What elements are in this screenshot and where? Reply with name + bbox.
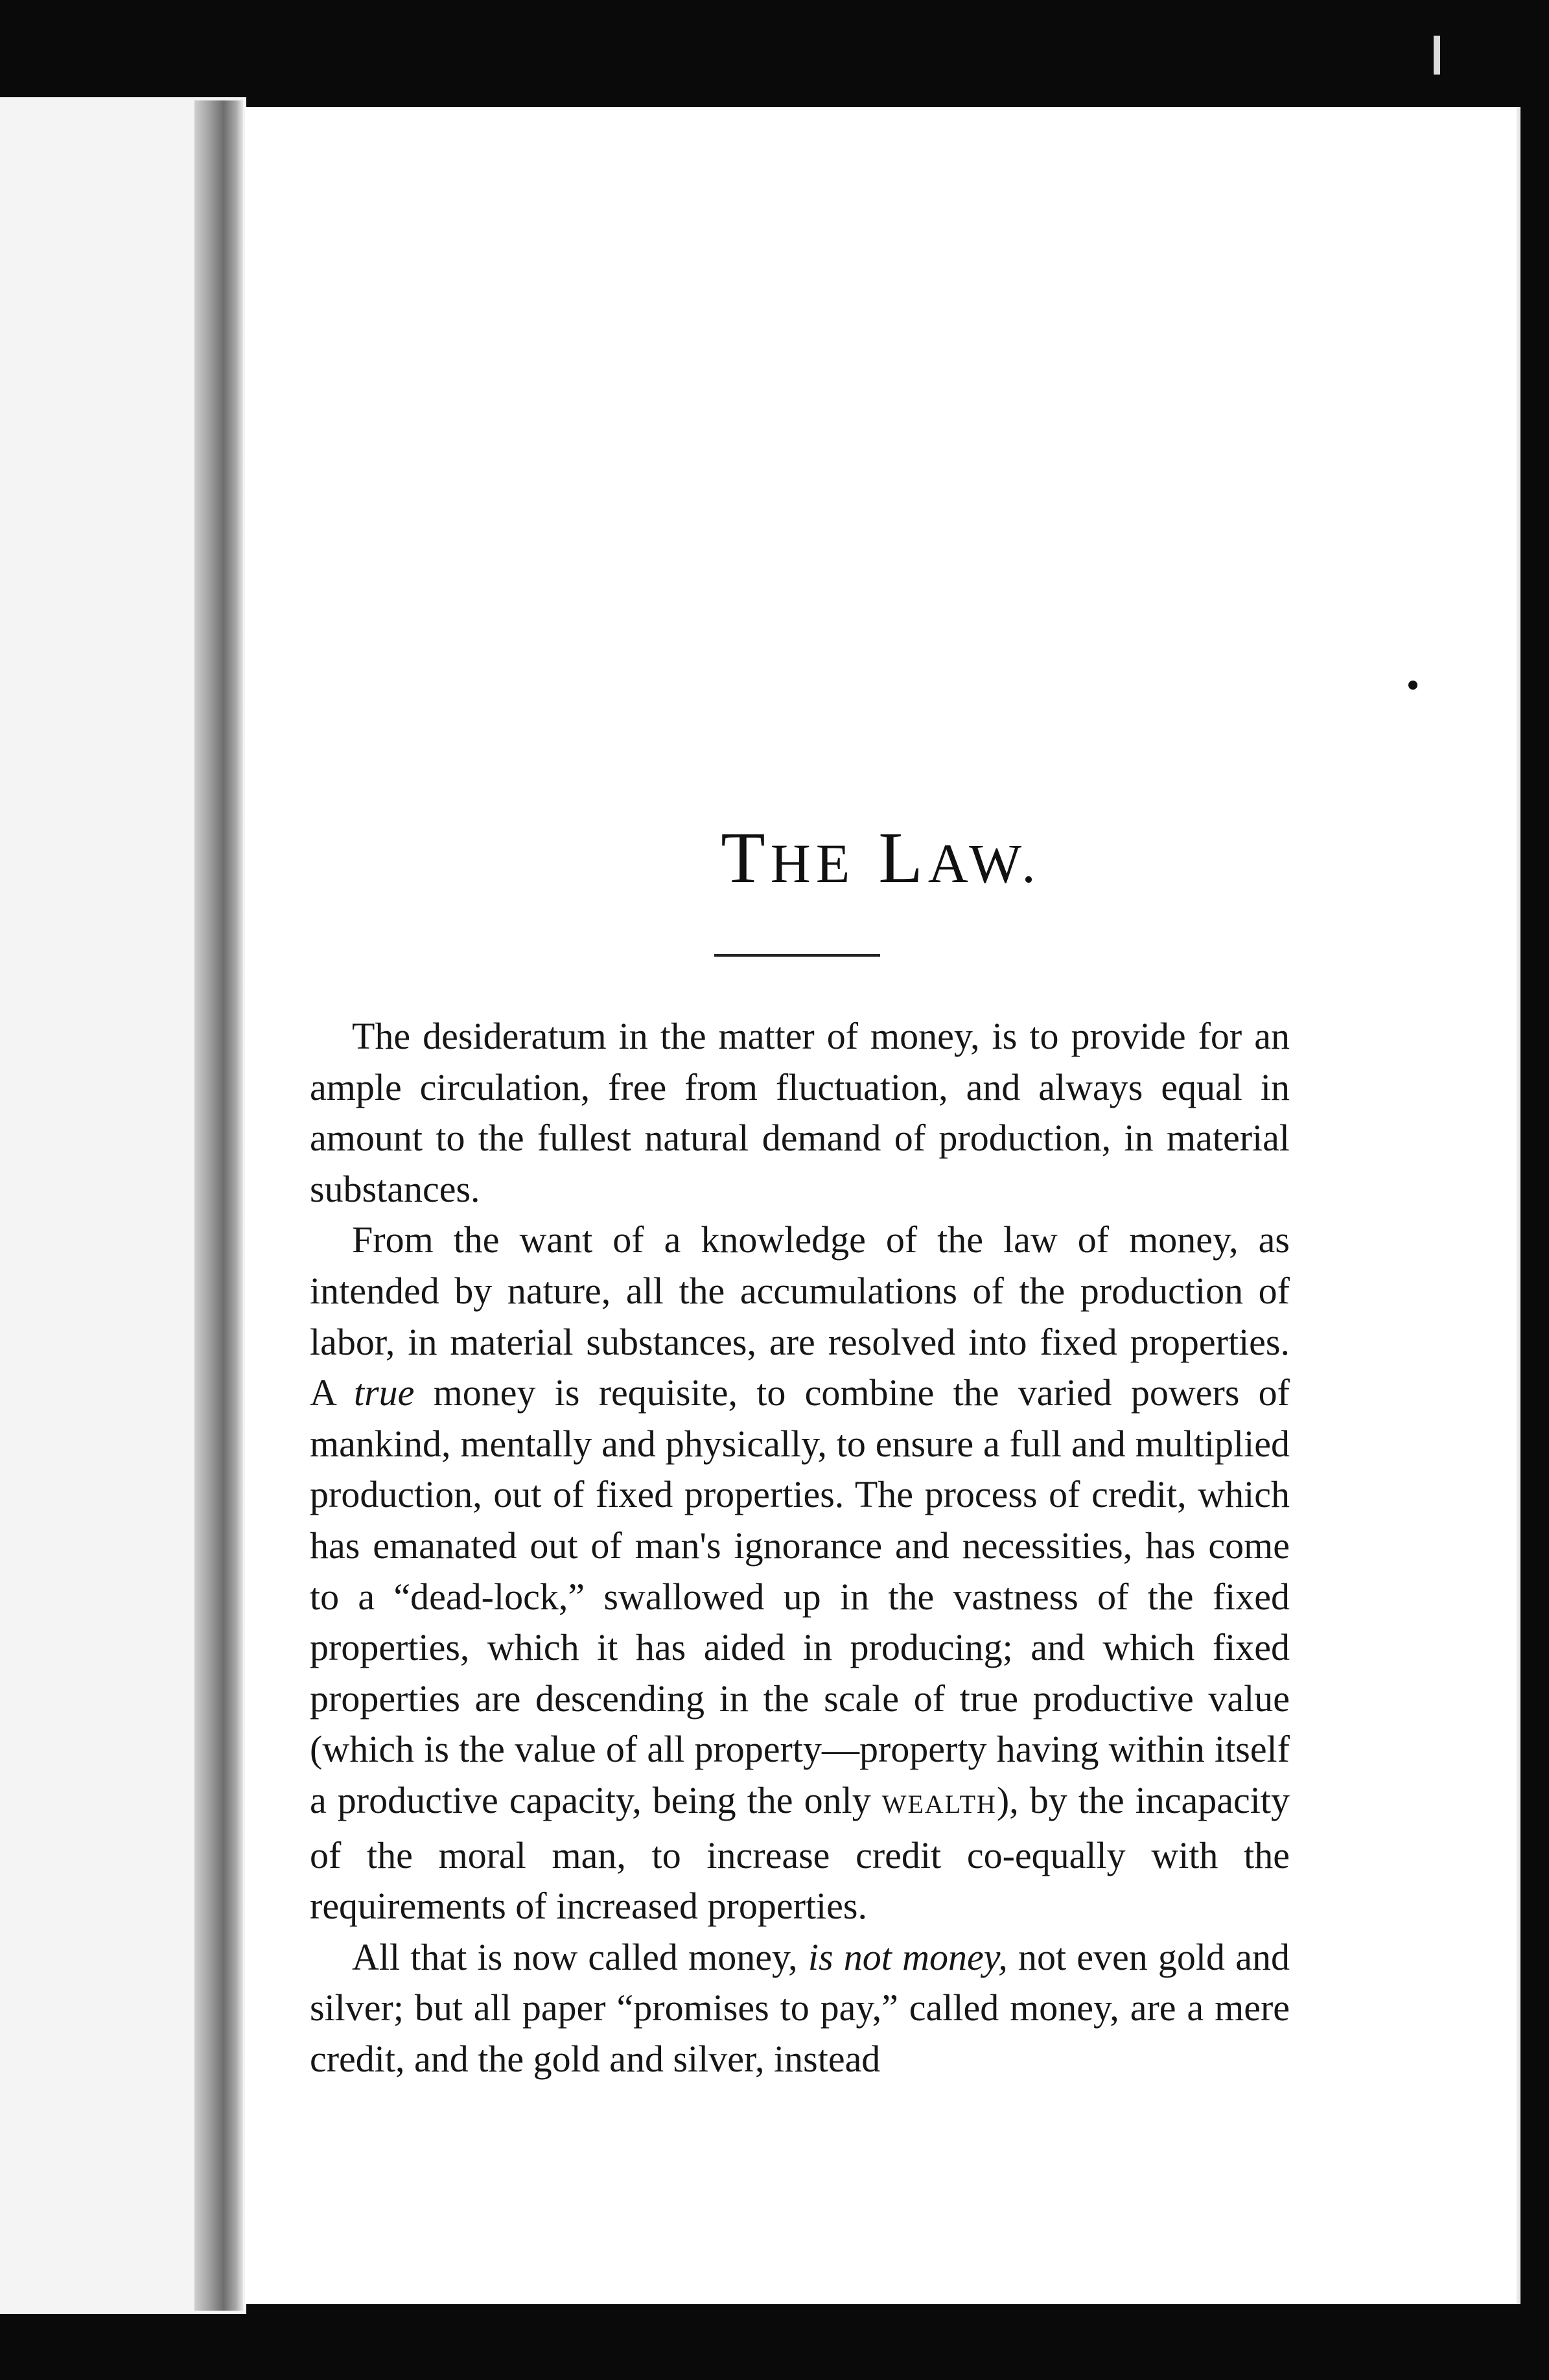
paragraph-3 xyxy=(310,1932,1290,2085)
heading-smallcaps: HE xyxy=(770,832,856,894)
book-binding-shadow xyxy=(194,100,243,2311)
heading-initial: L xyxy=(878,818,928,898)
paragraph-text: From the want of a knowledge of the law of money, as intended by nature, all the accumulations of the production of labor, in material substances, are resolved into fixed properties. A xyxy=(310,1219,1290,1414)
heading-smallcaps: AW. xyxy=(927,832,1041,894)
heading-initial: T xyxy=(721,818,771,898)
paragraph-text: not even gold and silver; but all paper “promises to pay,” called money, are a mere credit, and the gold and silver, instead xyxy=(310,1935,1290,2080)
heading-rule xyxy=(714,954,880,957)
emphasis-is-not-money: is not money, xyxy=(808,1935,1008,1978)
chapter-heading xyxy=(245,817,1517,900)
body-text xyxy=(310,1011,1290,2084)
paragraph-text: ), by the incapacity of the moral man, to increase credit co-equally with the requirements of increased properties. xyxy=(310,1779,1290,1928)
paragraph-1: The desideratum in the matter of money, is to provide for an ample circulation, free from fluctuation, and always equal in amount to the fullest natural demand of production, in material substances. xyxy=(310,1015,1290,1210)
book-page xyxy=(245,107,1520,2304)
paragraph-text: money is requisite, to combine the varied powers of mankind, mentally and physically, to ensure a full and multiplied production, out of fixed properties. The process of credit, which has emanated out of man's ignorance and necessities, has come to a “dead-lock,” swallowed up in the vastness of the fixed properties, which it has aided in producing; and which fixed properties are descending in the scale of true productive value (which is the value of all property—property having within itself a productive capacity, being the only xyxy=(310,1371,1290,1821)
emphasis-true: true xyxy=(353,1371,415,1414)
ink-dot xyxy=(1408,681,1417,690)
paragraph-2 xyxy=(310,1215,1290,1931)
scan-artifact-mark xyxy=(1434,36,1440,75)
paragraph-text: All that is now called money, xyxy=(352,1935,808,1978)
wealth-smallcaps: WEALTH xyxy=(881,1789,997,1819)
